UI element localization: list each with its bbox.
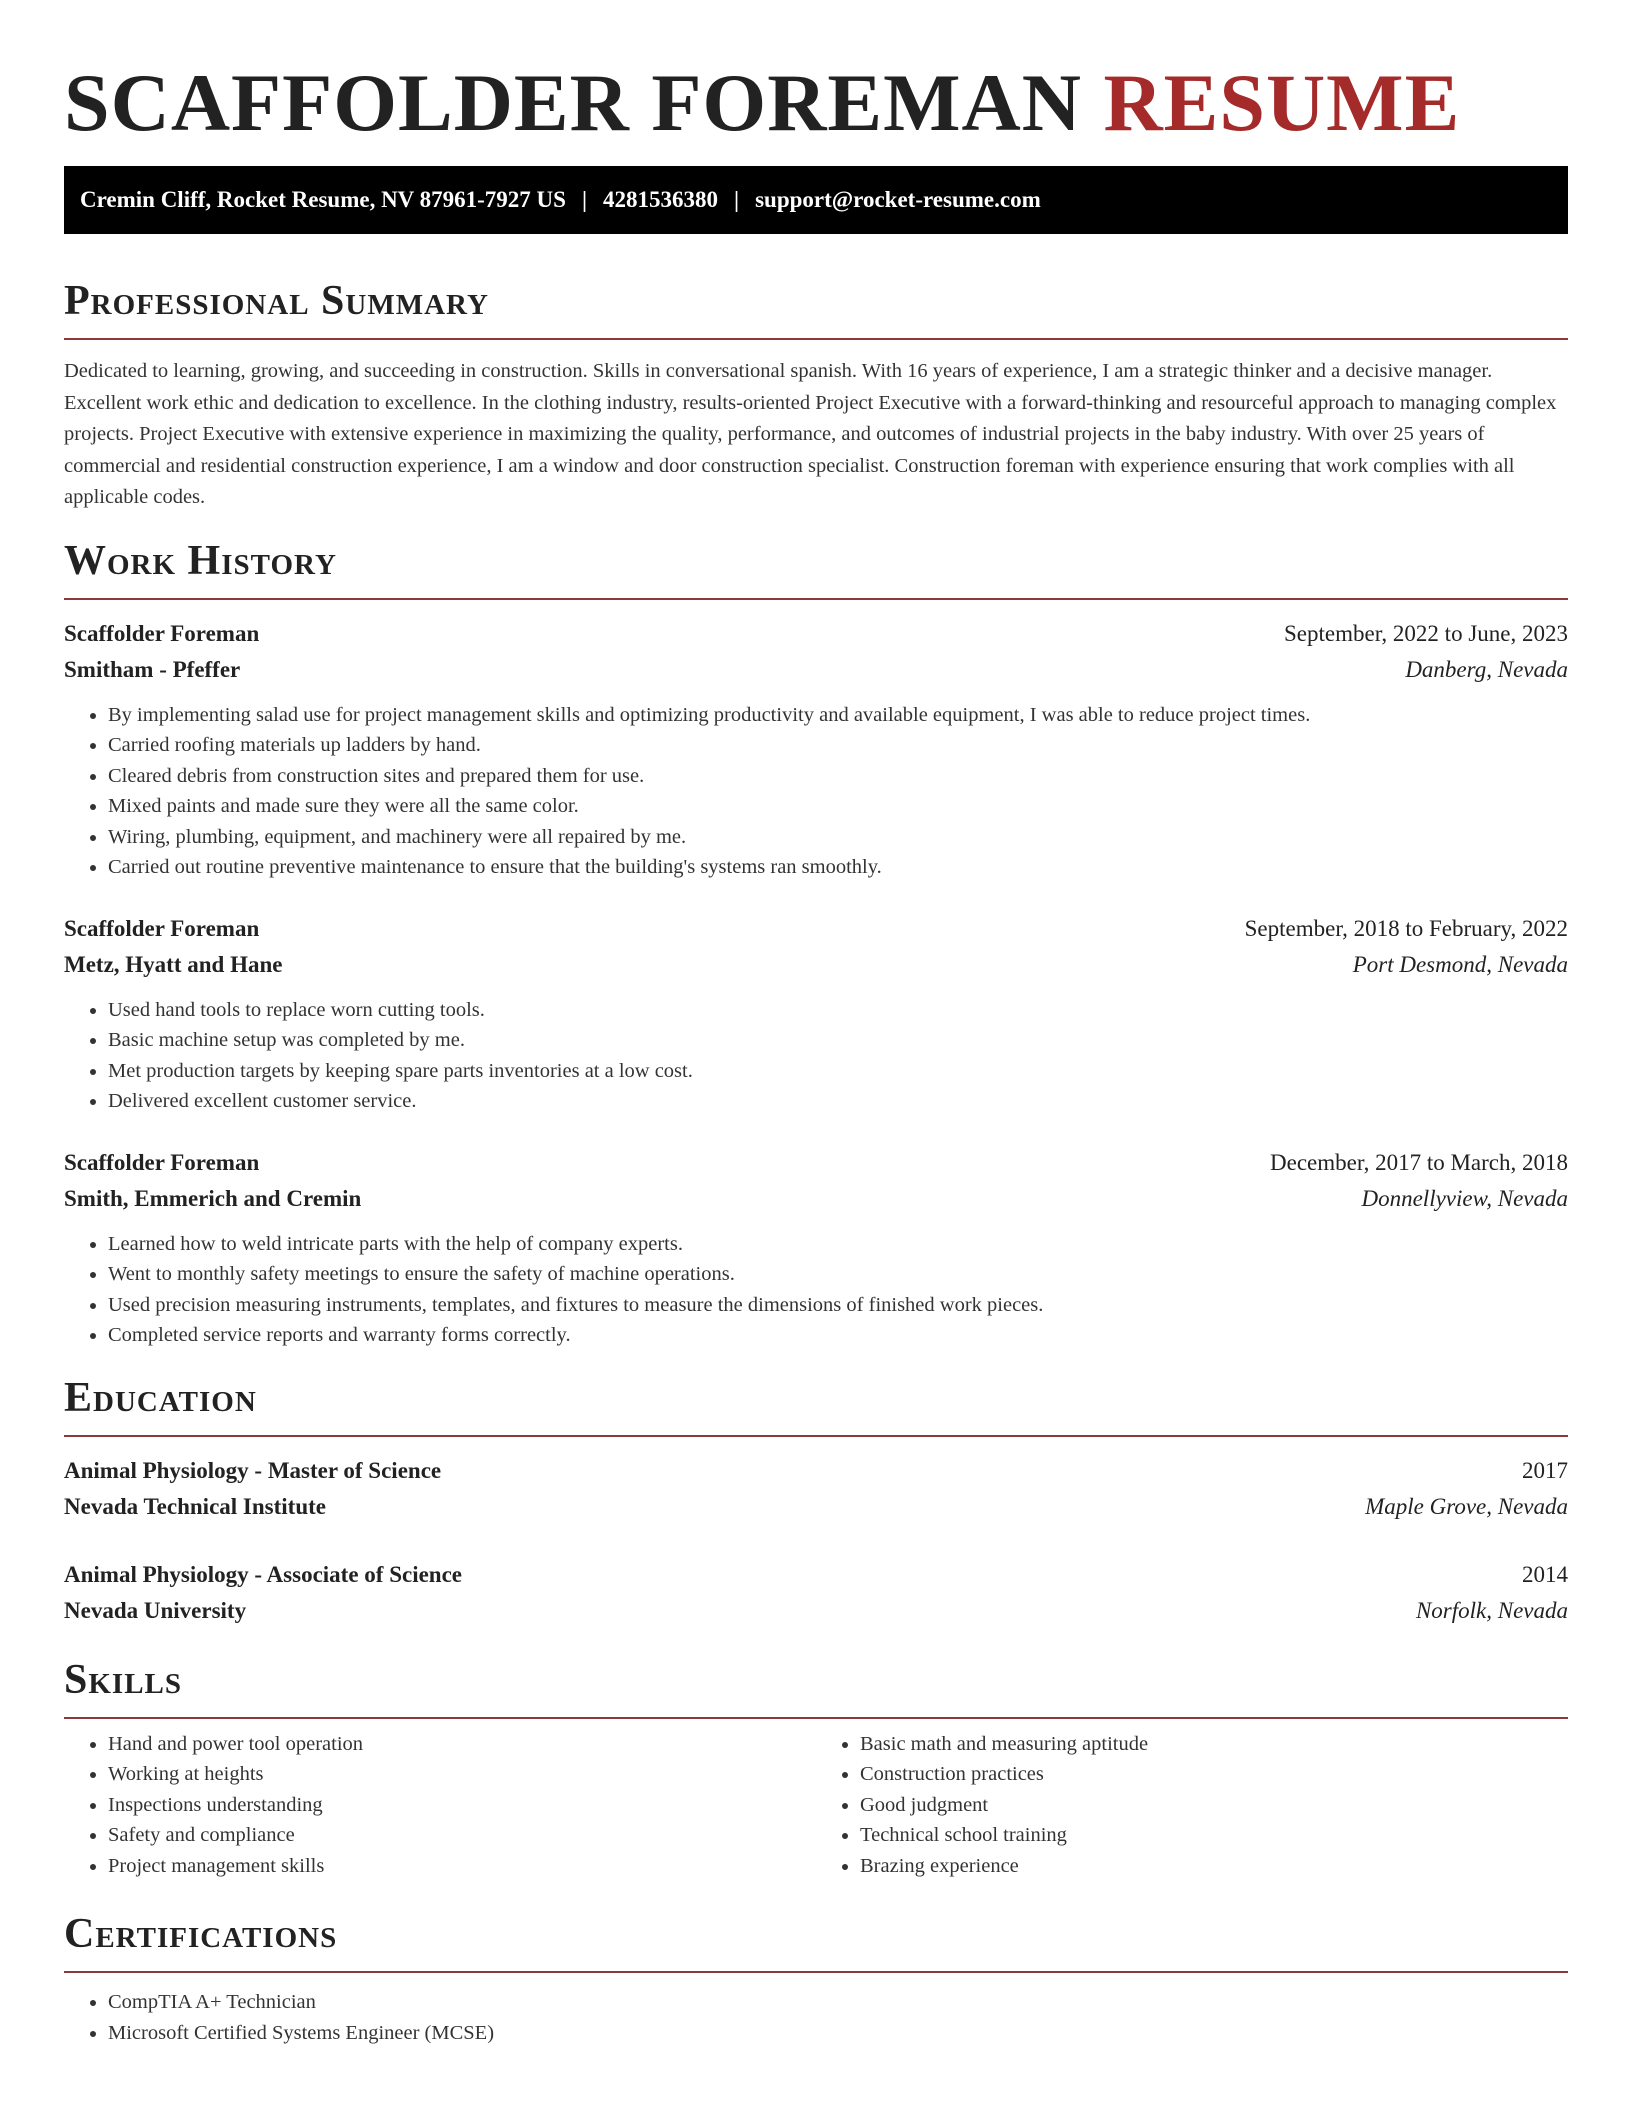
list-item: • Learned how to weld intricate parts with the help of company experts.	[108, 1229, 1568, 1260]
contact-bar	[64, 166, 1568, 234]
list-item: • Wiring, plumbing, equipment, and machinery were all repaired by me.	[108, 822, 1568, 853]
section-divider	[64, 1971, 1568, 1973]
title-main: SCAFFOLDER FOREMAN	[64, 57, 1082, 148]
list-item: • Mixed paints and made sure they were all the same color.	[108, 791, 1568, 822]
contact-address: Cremin Cliff, Rocket Resume, NV 87961-7927 US	[80, 187, 566, 212]
education-school-row	[64, 1489, 1568, 1525]
section-heading-work-history: Work History	[64, 537, 337, 584]
education-header-row	[64, 1453, 1568, 1489]
list-item: • Delivered excellent customer service.	[108, 1086, 1568, 1117]
skill-item: • Technical school training	[860, 1820, 1568, 1851]
job-company-row	[64, 1181, 1568, 1217]
job-company: Smith, Emmerich and Cremin	[64, 1185, 362, 1211]
job-dates: September, 2018 to February, 2022	[1244, 915, 1568, 941]
job-header-row	[64, 1145, 1568, 1181]
summary-section	[64, 276, 1568, 514]
education-school-row	[64, 1593, 1568, 1629]
skills-grid	[64, 1729, 1568, 1882]
skills-list-left	[64, 1729, 816, 1882]
skill-item: • Basic math and measuring aptitude	[860, 1729, 1568, 1760]
job-title: Scaffolder Foreman	[64, 1149, 260, 1175]
skills-section	[64, 1655, 1568, 1882]
education-section	[64, 1373, 1568, 1629]
section-divider	[64, 598, 1568, 600]
certifications-list	[64, 1987, 1568, 2048]
certification-item: • CompTIA A+ Technician	[108, 1987, 1568, 2018]
work-history-section	[64, 536, 1568, 1351]
section-divider	[64, 1717, 1568, 1719]
education-year: 2014	[1522, 1561, 1568, 1587]
contact-phone: 4281536380	[603, 187, 719, 212]
job-location: Donnellyview, Nevada	[1361, 1185, 1568, 1211]
contact-email: support@rocket-resume.com	[755, 187, 1041, 212]
education-school: Nevada Technical Institute	[64, 1493, 326, 1519]
education-degree: Animal Physiology - Associate of Science	[64, 1561, 462, 1587]
education-location: Norfolk, Nevada	[1415, 1597, 1568, 1623]
education-school: Nevada University	[64, 1597, 247, 1623]
skill-item: • Working at heights	[108, 1759, 816, 1790]
education-entry	[64, 1557, 1568, 1629]
education-header-row	[64, 1557, 1568, 1593]
job-entry	[64, 616, 1568, 883]
section-divider	[64, 1435, 1568, 1437]
resume-title	[64, 55, 1568, 151]
job-title: Scaffolder Foreman	[64, 620, 260, 646]
job-company: Metz, Hyatt and Hane	[64, 951, 283, 977]
skills-list-right	[816, 1729, 1568, 1882]
list-item: • Cleared debris from construction sites and prepared them for use.	[108, 761, 1568, 792]
job-location: Danberg, Nevada	[1405, 656, 1568, 682]
list-item: • Carried roofing materials up ladders by hand.	[108, 730, 1568, 761]
list-item: • Used hand tools to replace worn cutting tools.	[108, 995, 1568, 1026]
job-duties-list	[64, 700, 1568, 883]
job-company-row	[64, 947, 1568, 983]
summary-text: Dedicated to learning, growing, and succeeding in construction. Skills in conversational spanish. With 16 years of experience, I am a strategic thinker and a decisive manager. Excellent work ethic and dedication to excellence. In the clothing industry, results-oriented Project Executive with a forward-thinking and resourceful approach to managing complex projects. Project Executive with extensive experience in maximizing the quality, performance, and outcomes of industrial projects in the baby industry. With over 25 years of commercial and residential construction experience, I am a window and door construction specialist. Construction foreman with experience ensuring that work complies with all applicable codes.	[64, 360, 1557, 508]
job-company: Smitham - Pfeffer	[64, 656, 241, 682]
job-dates: December, 2017 to March, 2018	[1270, 1149, 1568, 1175]
education-year: 2017	[1522, 1457, 1568, 1483]
section-heading-education: Education	[64, 1374, 257, 1421]
section-heading-skills: Skills	[64, 1656, 183, 1703]
job-entry	[64, 911, 1568, 1117]
job-dates: September, 2022 to June, 2023	[1284, 620, 1568, 646]
list-item: • Carried out routine preventive maintenance to ensure that the building's systems ran smoothly.	[108, 852, 1568, 883]
list-item: • Used precision measuring instruments, templates, and fixtures to measure the dimensions of finished work pieces.	[108, 1290, 1568, 1321]
job-header-row	[64, 911, 1568, 947]
skill-item: • Construction practices	[860, 1759, 1568, 1790]
job-location: Port Desmond, Nevada	[1352, 951, 1568, 977]
skill-item: • Inspections understanding	[108, 1790, 816, 1821]
list-item: • Basic machine setup was completed by me.	[108, 1025, 1568, 1056]
skill-item: • Project management skills	[108, 1851, 816, 1882]
certifications-section	[64, 1909, 1568, 2048]
list-item: • By implementing salad use for project management skills and optimizing productivity and available equipment, I was able to reduce project times.	[108, 700, 1568, 731]
job-title: Scaffolder Foreman	[64, 915, 260, 941]
skill-item: • Hand and power tool operation	[108, 1729, 816, 1760]
job-header-row	[64, 616, 1568, 652]
job-entry	[64, 1145, 1568, 1351]
contact-separator: |	[734, 187, 740, 212]
title-accent: RESUME	[1103, 57, 1461, 148]
contact-separator: |	[581, 187, 588, 212]
job-company-row	[64, 652, 1568, 688]
education-degree: Animal Physiology - Master of Science	[64, 1457, 442, 1483]
skill-item: • Good judgment	[860, 1790, 1568, 1821]
list-item: • Went to monthly safety meetings to ensure the safety of machine operations.	[108, 1259, 1568, 1290]
list-item: • Met production targets by keeping spare parts inventories at a low cost.	[108, 1056, 1568, 1087]
section-divider	[64, 338, 1568, 340]
skill-item: • Brazing experience	[860, 1851, 1568, 1882]
skill-item: • Safety and compliance	[108, 1820, 816, 1851]
education-entry	[64, 1453, 1568, 1525]
section-heading-certifications: Certifications	[64, 1911, 338, 1957]
section-heading-summary: Professional Summary	[64, 278, 489, 324]
certification-item: • Microsoft Certified Systems Engineer (MCSE)	[108, 2018, 1568, 2049]
job-duties-list	[64, 1229, 1568, 1351]
education-location: Maple Grove, Nevada	[1365, 1493, 1568, 1519]
list-item: • Completed service reports and warranty forms correctly.	[108, 1320, 1568, 1351]
job-duties-list	[64, 995, 1568, 1117]
